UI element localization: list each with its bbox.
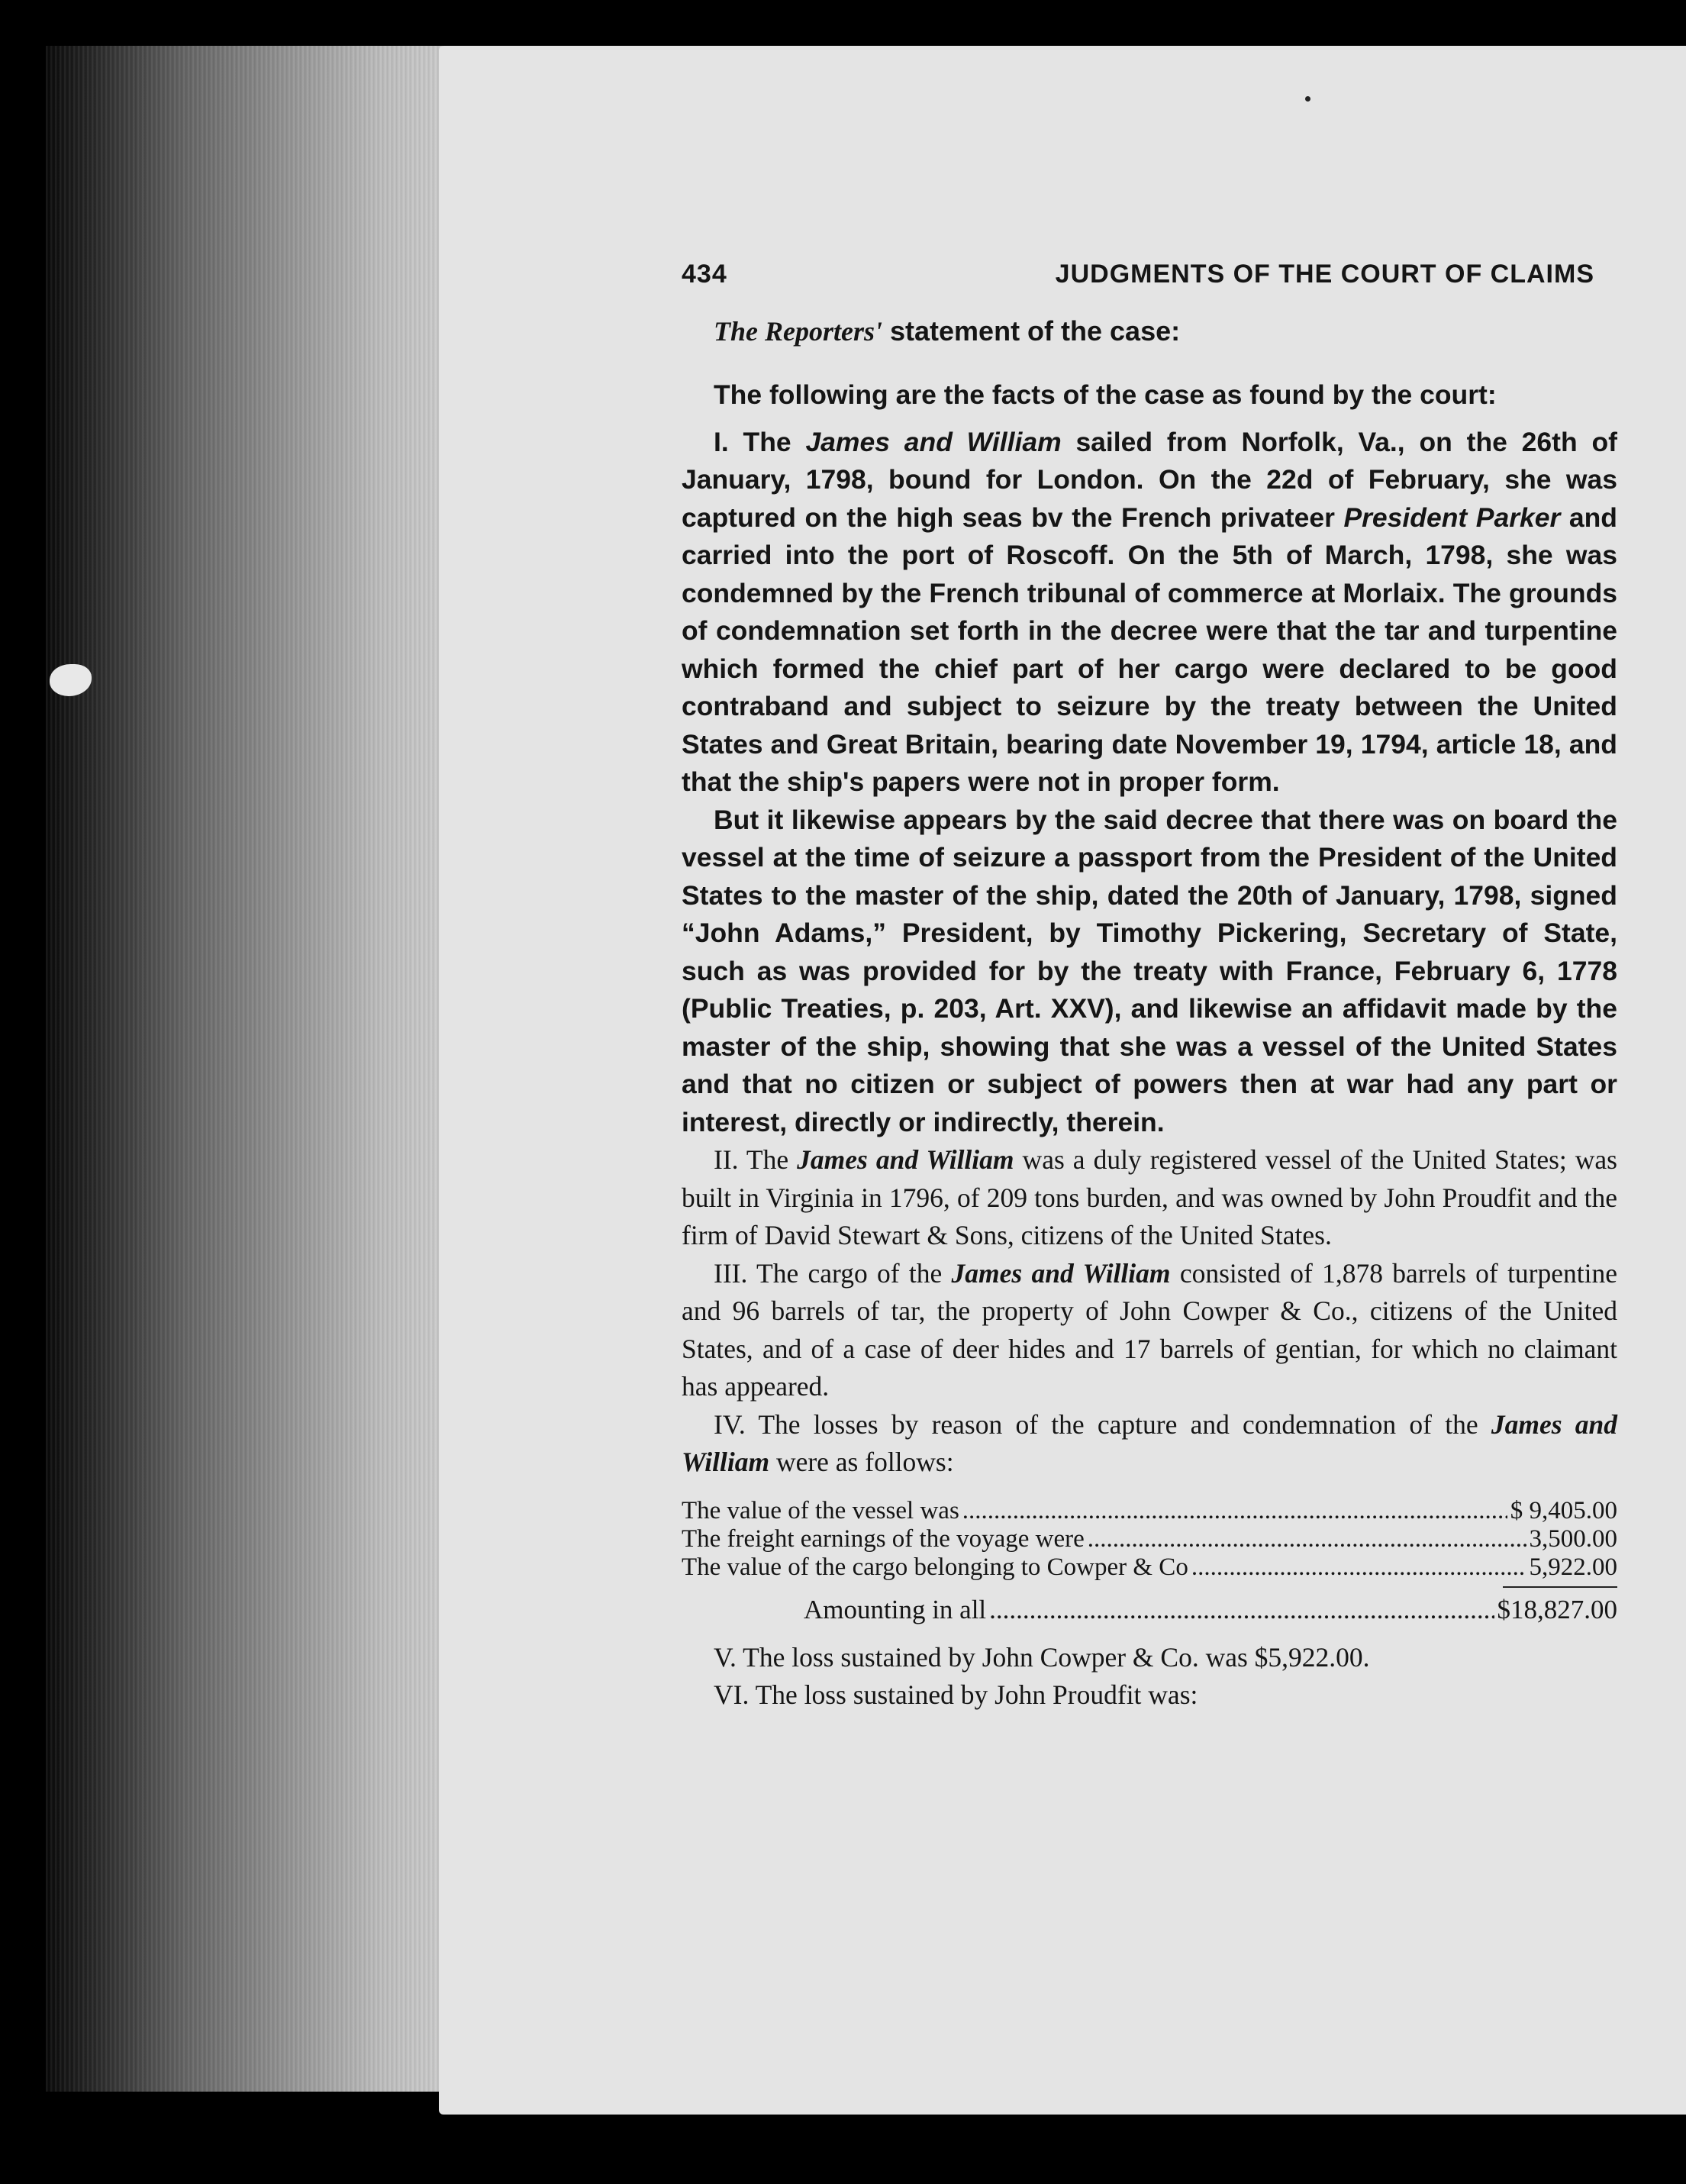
leader-dots bbox=[1191, 1553, 1526, 1582]
finding-5: V. The loss sustained by John Cowper & Co. was $5,922.00. bbox=[714, 1641, 1370, 1673]
finding-3-lead: III. The cargo of the bbox=[714, 1257, 952, 1289]
running-title: JUDGMENTS OF THE COURT OF CLAIMS bbox=[1055, 260, 1594, 289]
loss-row bbox=[682, 1497, 1617, 1525]
finding-3 bbox=[682, 1255, 1617, 1406]
finding-1-tail: and carried into the port of Roscoff. On the 5th of March, 1798, she was condemned by the French tribunal of commerce at Morlaix. The grounds of condemnation set forth in the decree were that the tar and turpentine which formed the chief part of her cargo were declared to be good contraband and subject to seizure by the treaty between the United States and Great Britain, bearing date November 19, 1794, article 18, and that the ship's papers were not in proper form. bbox=[682, 502, 1617, 797]
intro-paragraph: The following are the facts of the case as found by the court: bbox=[714, 379, 1497, 410]
heading-rest: statement of the case: bbox=[882, 315, 1181, 347]
loss-amount: 3,500.00 bbox=[1529, 1524, 1617, 1553]
finding-4-body: were as follows: bbox=[769, 1447, 954, 1477]
finding-6: VI. The loss sustained by John Proudfit was: bbox=[714, 1679, 1198, 1710]
section-heading bbox=[714, 312, 1617, 351]
total-label: Amounting in all bbox=[804, 1594, 987, 1624]
page-number: 434 bbox=[682, 260, 727, 289]
finding-1-body: sailed from Norfolk, Va., on the 26th of January, 1798, bound for London. On the 22d of February, she was captured on the high seas bv the French privateer bbox=[682, 426, 1617, 533]
leader-dots bbox=[1088, 1525, 1526, 1553]
loss-row bbox=[682, 1553, 1617, 1582]
leader-dots bbox=[962, 1497, 1507, 1525]
privateer-name: President Parker bbox=[1343, 502, 1561, 533]
finding-4-lead: IV. The losses by reason of the capture and condemnation of the bbox=[714, 1408, 1491, 1440]
heading-italic: The Reporters' bbox=[714, 315, 882, 347]
finding-1 bbox=[682, 424, 1617, 802]
scan-streaks bbox=[46, 46, 443, 2092]
loss-amount: $ 9,405.00 bbox=[1510, 1496, 1617, 1524]
finding-1b: But it likewise appears by the said decree that there was on board the vessel at the time of seizure a passport from the President of the United States to the master of the ship, dated the 20th of January, 1798, signed “John Adams,” President, by Timothy Pickering, Secretary of State, such as was provided for by the treaty with France, February 6, 1778 (Public Treaties, p. 203, Art. XXV), and likewise an affidavit made by the master of the ship, showing that she was a vessel of the United States and that no citizen or subject of powers then at war had any part or interest, directly or indirectly, therein. bbox=[682, 804, 1617, 1137]
running-head bbox=[682, 256, 1617, 294]
leader-dots bbox=[989, 1595, 1494, 1624]
loss-label: The freight earnings of the voyage were bbox=[682, 1524, 1085, 1553]
total-row bbox=[682, 1595, 1617, 1624]
finding-2 bbox=[682, 1141, 1617, 1255]
loss-label: The value of the vessel was bbox=[682, 1496, 959, 1524]
scan-speck bbox=[1305, 96, 1310, 102]
finding-2-lead: II. The bbox=[714, 1144, 798, 1175]
ship-name: James and William bbox=[797, 1144, 1014, 1175]
finding-3-body: consisted of 1,878 barrels of turpentine and 96 barrels of tar, the property of John Cowper & Co., citizens of the United States, and of a case of deer hides and 17 barrels of gentian, for which no claimant has appeared. bbox=[682, 1257, 1617, 1402]
finding-2-body: was a duly registered vessel of the United States; was built in Virginia in 1796, of 209 tons burden, and was owned by John Proudfit and the firm of David Stewart & Sons, citizens of the United States. bbox=[682, 1144, 1617, 1250]
ship-name: James and William bbox=[951, 1257, 1171, 1289]
total-amount: $18,827.00 bbox=[1497, 1594, 1617, 1624]
loss-label: The value of the cargo belonging to Cowper & Co bbox=[682, 1553, 1188, 1581]
loss-row bbox=[682, 1525, 1617, 1553]
losses-table bbox=[682, 1497, 1617, 1624]
finding-4 bbox=[682, 1406, 1617, 1482]
ship-name: James and William bbox=[805, 426, 1062, 457]
loss-amount: 5,922.00 bbox=[1529, 1553, 1617, 1581]
page-text bbox=[682, 256, 1617, 1715]
total-rule bbox=[1503, 1586, 1617, 1588]
ship-name: James and William bbox=[682, 1408, 1617, 1477]
finding-1-lead: I. The bbox=[714, 426, 806, 457]
